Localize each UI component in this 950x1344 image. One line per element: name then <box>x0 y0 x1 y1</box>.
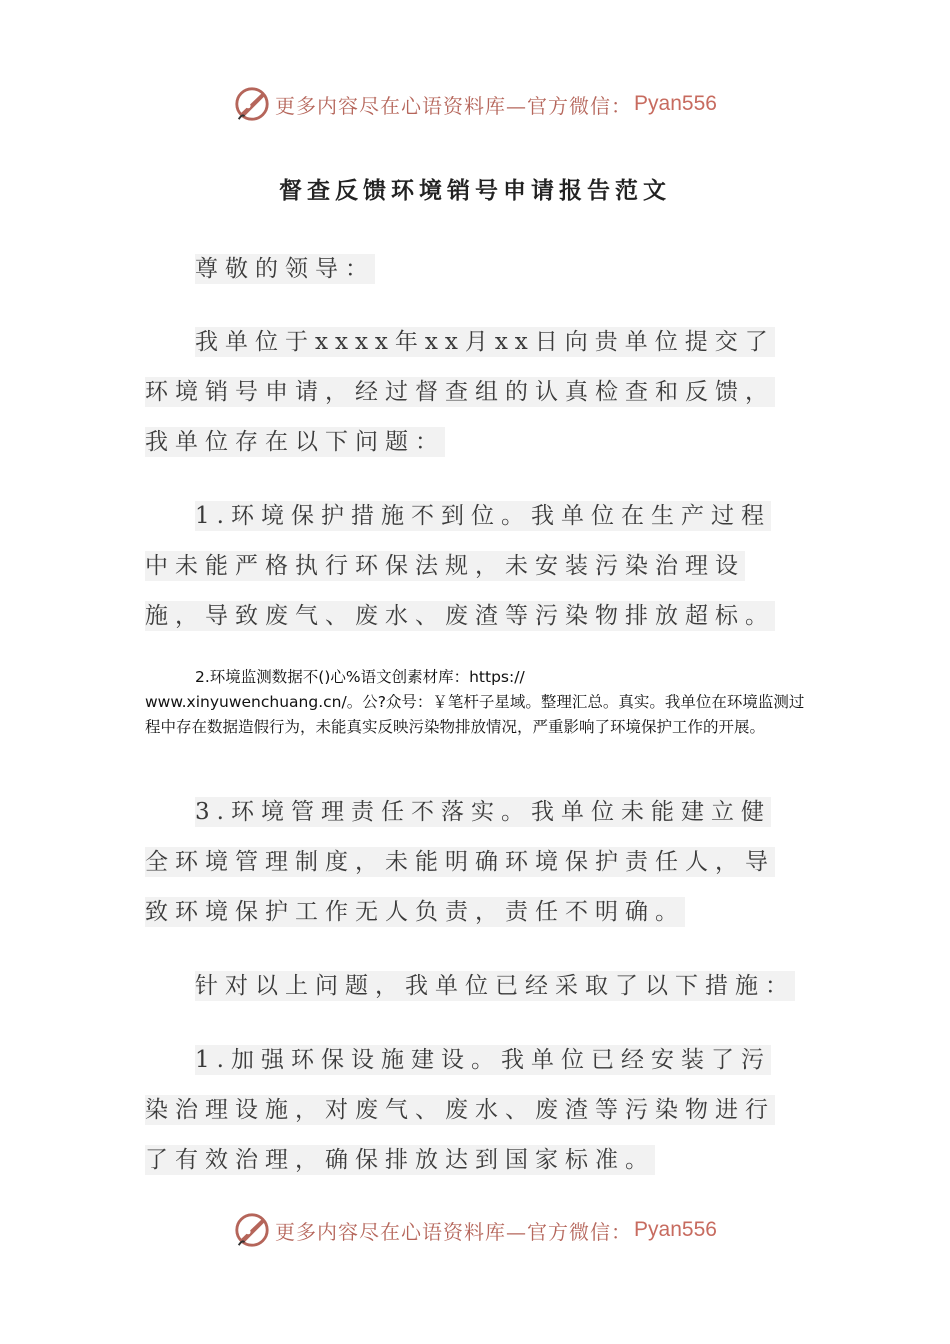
issue-3-text: 3.环境管理责任不落实。我单位未能建立健全环境管理制度，未能明确环境保护责任人，导致环境保护工作无人负责，责任不明确。 <box>145 799 775 925</box>
pen-logo-icon <box>233 85 271 123</box>
measure-1-paragraph <box>145 1035 795 1185</box>
measures-intro-text: 针对以上问题，我单位已经采取了以下措施： <box>195 973 795 999</box>
intro-paragraph <box>145 317 795 467</box>
issue-1-paragraph <box>145 491 795 641</box>
banner-text: 更多内容尽在心语资料库—官方微信： <box>275 1219 633 1244</box>
pen-logo-icon <box>233 1211 271 1249</box>
issue-1-text: 1.环境保护措施不到位。我单位在生产过程中未能严格执行环保法规，未安装污染治理设施，导致废气、废水、废渣等污染物排放超标。 <box>145 503 775 629</box>
issue-3-paragraph <box>145 787 795 937</box>
issue-2-first-line: 2.环境监测数据不()心%语文创素材库：https:// <box>195 668 525 686</box>
salutation-text: 尊敬的领导： <box>195 256 375 282</box>
banner-handle: Pyan556 <box>634 92 717 115</box>
page-title: 督查反馈环境销号申请报告范文 <box>279 177 671 204</box>
measures-intro <box>145 961 795 1011</box>
footer-banner <box>0 1208 950 1252</box>
measure-1-text: 1.加强环保设施建设。我单位已经安装了污染治理设施，对废气、废水、废渣等污染物进行了有效治理，确保排放达到国家标准。 <box>145 1047 775 1173</box>
salutation <box>145 244 795 294</box>
banner-text: 更多内容尽在心语资料库—官方微信： <box>275 93 633 118</box>
issue-2-paragraph <box>145 665 805 740</box>
issue-2-rest: www.xinyuwenchuang.cn/。公?众号：￥笔杆子星域。整理汇总。真实。我单位在环境监测过程中存在数据造假行为，未能真实反映污染物排放情况，严重影响了环境保护工作的开展。 <box>145 693 805 736</box>
banner-handle: Pyan556 <box>634 1218 717 1241</box>
intro-text: 我单位于xxxx年xx月xx日向贵单位提交了环境销号申请，经过督查组的认真检查和反馈，我单位存在以下问题： <box>145 329 775 455</box>
header-banner <box>0 82 950 126</box>
